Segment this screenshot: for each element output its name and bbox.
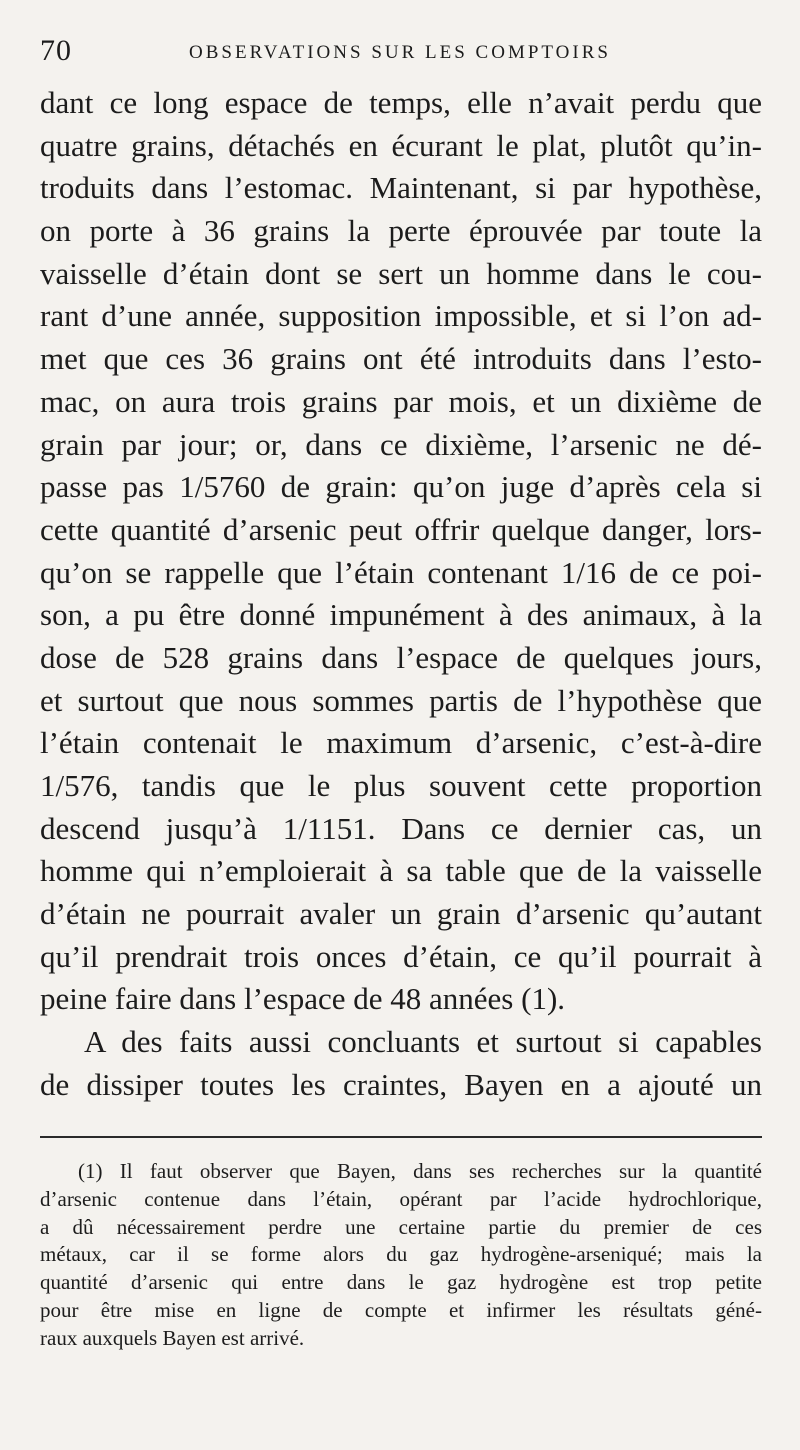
footnote-line: d’arsenic contenue dans l’étain, opérant par l’acide hydrochlorique, bbox=[40, 1186, 762, 1211]
footnote-line: pour être mise en ligne de compte et infirmer les résultats géné- bbox=[40, 1297, 762, 1322]
body-line: A des faits aussi concluants et surtout si capables bbox=[84, 1024, 762, 1060]
body-line: on porte à 36 grains la perte éprouvée par toute la bbox=[40, 213, 762, 249]
footnote-line: métaux, car il se forme alors du gaz hydrogène-arseniqué; mais la bbox=[40, 1242, 762, 1267]
body-line: descend jusqu’à 1/1151. Dans ce dernier cas, un bbox=[40, 810, 762, 846]
body-line: l’étain contenait le maximum d’arsenic, c’est-à-dire bbox=[40, 725, 762, 761]
body-line: rant d’une année, supposition impossible, et si l’on ad- bbox=[40, 298, 762, 334]
footnote-divider bbox=[40, 1136, 762, 1138]
page-header bbox=[40, 34, 760, 68]
body-line: qu’il prendrait trois onces d’étain, ce qu’il pourrait à bbox=[40, 938, 762, 974]
body-line: cette quantité d’arsenic peut offrir quelque danger, lors- bbox=[40, 511, 762, 547]
body-line: quatre grains, détachés en écurant le plat, plutôt qu’in- bbox=[40, 127, 762, 163]
footnote-line: (1) Il faut observer que Bayen, dans ses recherches sur la quantité bbox=[78, 1159, 762, 1183]
footnote bbox=[40, 1158, 762, 1353]
body-text bbox=[40, 82, 762, 1107]
body-line: 1/576, tandis que le plus souvent cette proportion bbox=[40, 768, 762, 803]
footnote-line: quantité d’arsenic qui entre dans le gaz hydrogène est trop petite bbox=[40, 1270, 762, 1295]
body-line: dose de 528 grains dans l’espace de quelques jours, bbox=[40, 639, 762, 675]
body-line: grain par jour; or, dans ce dixième, l’arsenic ne dé- bbox=[40, 426, 762, 462]
body-line: homme qui n’emploierait à sa table que de la vaisselle bbox=[40, 853, 762, 889]
footnote-line: a dû nécessairement perdre une certaine partie du premier de ces bbox=[40, 1214, 762, 1239]
footnote-line: raux auxquels Bayen est arrivé. bbox=[40, 1325, 305, 1350]
body-line: mac, on aura trois grains par mois, et un dixième de bbox=[40, 383, 762, 419]
body-line: vaisselle d’étain dont se sert un homme dans le cou- bbox=[40, 255, 762, 291]
body-line: d’étain ne pourrait avaler un grain d’arsenic qu’autant bbox=[40, 896, 762, 932]
body-line: met que ces 36 grains ont été introduits dans l’esto- bbox=[40, 341, 762, 377]
body-line: peine faire dans l’espace de 48 années (1). bbox=[40, 981, 566, 1017]
body-line: de dissiper toutes les craintes, Bayen en a ajouté un bbox=[40, 1066, 762, 1102]
page-number: 70 bbox=[40, 34, 72, 67]
body-line: troduits dans l’estomac. Maintenant, si par hypothèse, bbox=[40, 170, 762, 206]
body-line: son, a pu être donné impunément à des animaux, à la bbox=[40, 597, 762, 633]
body-line: et surtout que nous sommes partis de l’hypothèse que bbox=[40, 682, 762, 718]
body-line: passe pas 1/5760 de grain: qu’on juge d’après cela si bbox=[40, 469, 762, 505]
body-line: dant ce long espace de temps, elle n’avait perdu que bbox=[40, 85, 762, 120]
running-title: OBSERVATIONS SUR LES COMPTOIRS bbox=[189, 42, 611, 63]
body-line: qu’on se rappelle que l’étain contenant 1/16 de ce poi- bbox=[40, 554, 762, 590]
